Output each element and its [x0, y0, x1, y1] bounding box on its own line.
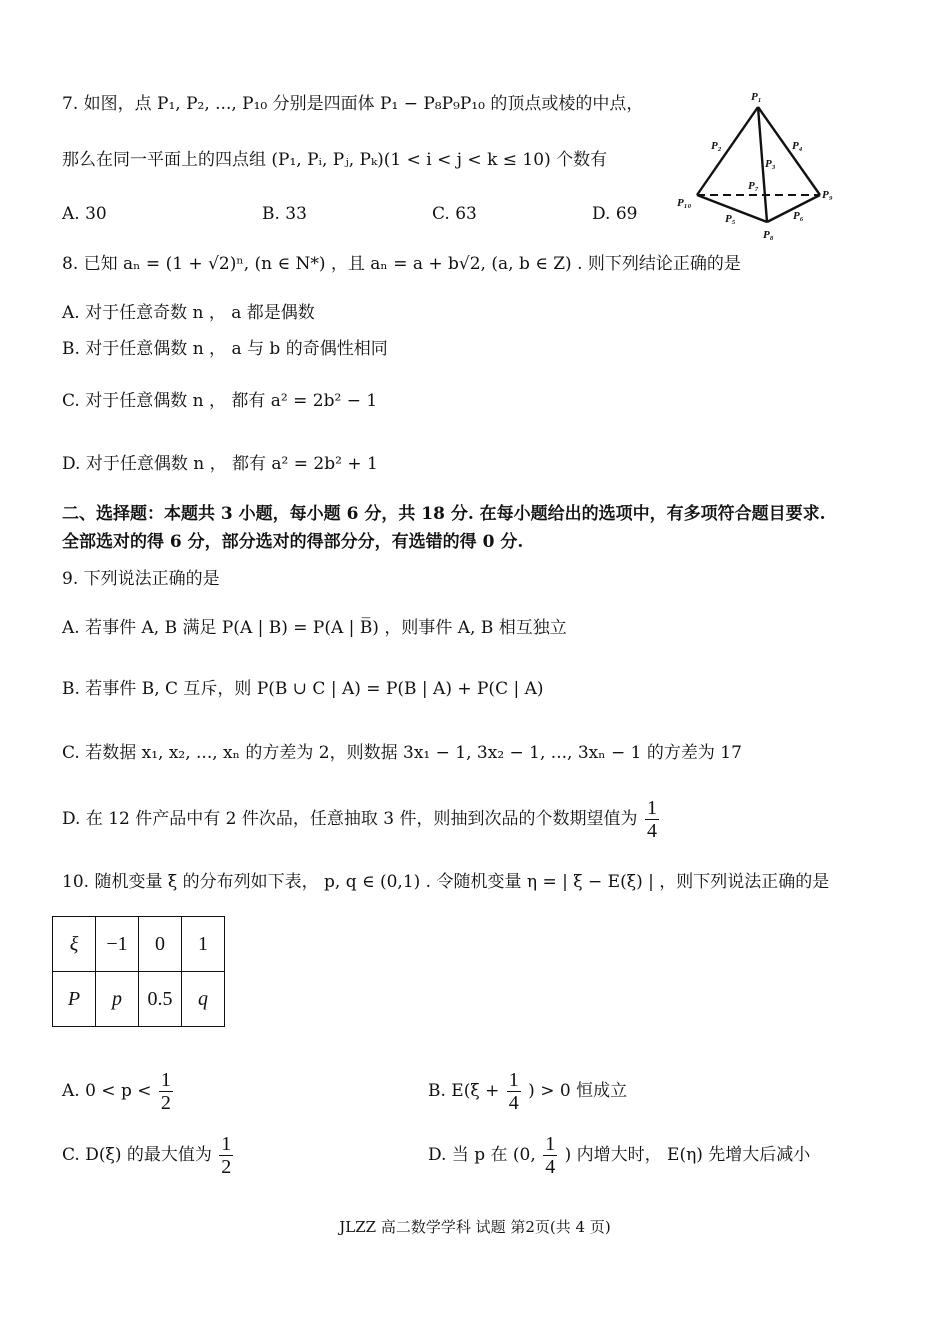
fraction-one-half — [219, 1133, 233, 1178]
fraction-one-quarter — [543, 1133, 557, 1178]
edge-p1-p9 — [758, 107, 820, 195]
label-p10: P₁₀ — [677, 197, 692, 209]
fraction-numerator: 1 — [646, 797, 657, 819]
table-row — [53, 917, 225, 972]
table-cell: 0 — [139, 917, 182, 972]
label-p6: P₆ — [793, 210, 804, 222]
q7-option-b: B. 33 — [262, 204, 307, 224]
q10-option-a-text: A. 0 < p < — [62, 1081, 152, 1101]
table-cell: ξ — [53, 917, 96, 972]
section2-heading-line2: 全部选对的得 6 分，部分选对的得部分分，有选错的得 0 分. — [62, 532, 524, 552]
fraction-numerator: 1 — [221, 1133, 232, 1155]
table-cell: −1 — [96, 917, 139, 972]
label-p1: P₁ — [751, 91, 762, 103]
fraction-denominator: 2 — [160, 1092, 171, 1114]
table-row — [53, 972, 225, 1027]
q7-option-a: A. 30 — [62, 204, 107, 224]
q7-line1: 7. 如图，点 P₁, P₂, ..., P₁₀ 分别是四面体 P₁ − P₈P₉P₁₀ 的顶点或棱的中点， — [62, 94, 644, 114]
q10-option-d-text-pre: D. 当 p 在 (0, — [428, 1145, 536, 1165]
q10-option-c-text: C. D(ξ) 的最大值为 — [62, 1145, 212, 1165]
q8-stem: 8. 已知 aₙ = (1 + √2)ⁿ, (n ∈ N*) ，且 aₙ = a + b√2, (a, b ∈ Z) . 则下列结论正确的是 — [62, 254, 741, 274]
q7-line2: 那么在同一平面上的四点组 (P₁, Pᵢ, Pⱼ, Pₖ)(1 < i < j < k ≤ 10) 个数有 — [62, 150, 608, 170]
q9-option-a: A. 若事件 A, B 满足 P(A | B) = P(A | B̅) ，则事件 A, B 相互独立 — [62, 618, 567, 638]
q10-option-a — [62, 1066, 175, 1116]
q9-stem: 9. 下列说法正确的是 — [62, 569, 220, 589]
label-p9: P₉ — [822, 189, 833, 201]
q9-option-d-text: D. 在 12 件产品中有 2 件次品，任意抽取 3 件，则抽到次品的个数期望值为 — [62, 809, 638, 829]
label-p3: P₃ — [765, 158, 776, 170]
q9-option-b: B. 若事件 B, C 互斥，则 P(B ∪ C | A) = P(B | A) + P(C | A) — [62, 679, 544, 699]
q10-option-b — [428, 1066, 627, 1116]
q9-option-c: C. 若数据 x₁, x₂, ..., xₙ 的方差为 2，则数据 3x₁ − 1, 3x₂ − 1, ..., 3xₙ − 1 的方差为 17 — [62, 743, 742, 763]
q10-option-b-text-post: ) > 0 恒成立 — [528, 1081, 628, 1101]
q10-option-c — [62, 1130, 235, 1180]
label-p5: P₅ — [725, 213, 736, 225]
table-cell: q — [182, 972, 225, 1027]
q8-option-d: D. 对于任意偶数 n ， 都有 a² = 2b² + 1 — [62, 454, 378, 474]
fraction-denominator: 4 — [508, 1092, 519, 1114]
label-p8: P₈ — [763, 229, 774, 241]
page-footer: JLZZ 高二数学学科 试题 第2页(共 4 页) — [339, 1218, 611, 1236]
fraction-one-quarter — [507, 1069, 521, 1114]
fraction-numerator: 1 — [160, 1069, 171, 1091]
q8-option-a: A. 对于任意奇数 n ， a 都是偶数 — [62, 303, 315, 323]
q7-option-c: C. 63 — [432, 204, 477, 224]
label-p2: P₂ — [711, 140, 722, 152]
fraction-denominator: 4 — [646, 820, 657, 842]
table-cell: p — [96, 972, 139, 1027]
q10-option-d — [428, 1130, 810, 1180]
table-cell: P — [53, 972, 96, 1027]
q10-option-b-text-pre: B. E(ξ + — [428, 1081, 500, 1101]
label-p4: P₄ — [792, 140, 803, 152]
fraction-one-half — [159, 1069, 173, 1114]
section2-heading-line1: 二、选择题：本题共 3 小题，每小题 6 分，共 18 分. 在每小题给出的选项中，有多项符合题目要求. — [62, 504, 826, 524]
fraction-denominator: 2 — [221, 1156, 232, 1178]
fraction-one-quarter — [645, 797, 659, 842]
q9-option-d — [62, 794, 661, 844]
q7-option-d: D. 69 — [592, 204, 638, 224]
q10-option-d-text-post: ) 内增大时， E(η) 先增大后减小 — [564, 1145, 811, 1165]
q8-option-c: C. 对于任意偶数 n ， 都有 a² = 2b² − 1 — [62, 391, 378, 411]
table-cell: 0.5 — [139, 972, 182, 1027]
fraction-numerator: 1 — [545, 1133, 556, 1155]
tetrahedron-figure — [675, 85, 835, 245]
distribution-table — [52, 916, 225, 1027]
fraction-numerator: 1 — [508, 1069, 519, 1091]
fraction-denominator: 4 — [545, 1156, 556, 1178]
table-cell: 1 — [182, 917, 225, 972]
q8-option-b: B. 对于任意偶数 n ， a 与 b 的奇偶性相同 — [62, 339, 388, 359]
label-p7: P₇ — [748, 180, 759, 192]
q10-stem: 10. 随机变量 ξ 的分布列如下表， p, q ∈ (0,1) . 令随机变量 η = | ξ − E(ξ) | ，则下列说法正确的是 — [62, 872, 830, 892]
